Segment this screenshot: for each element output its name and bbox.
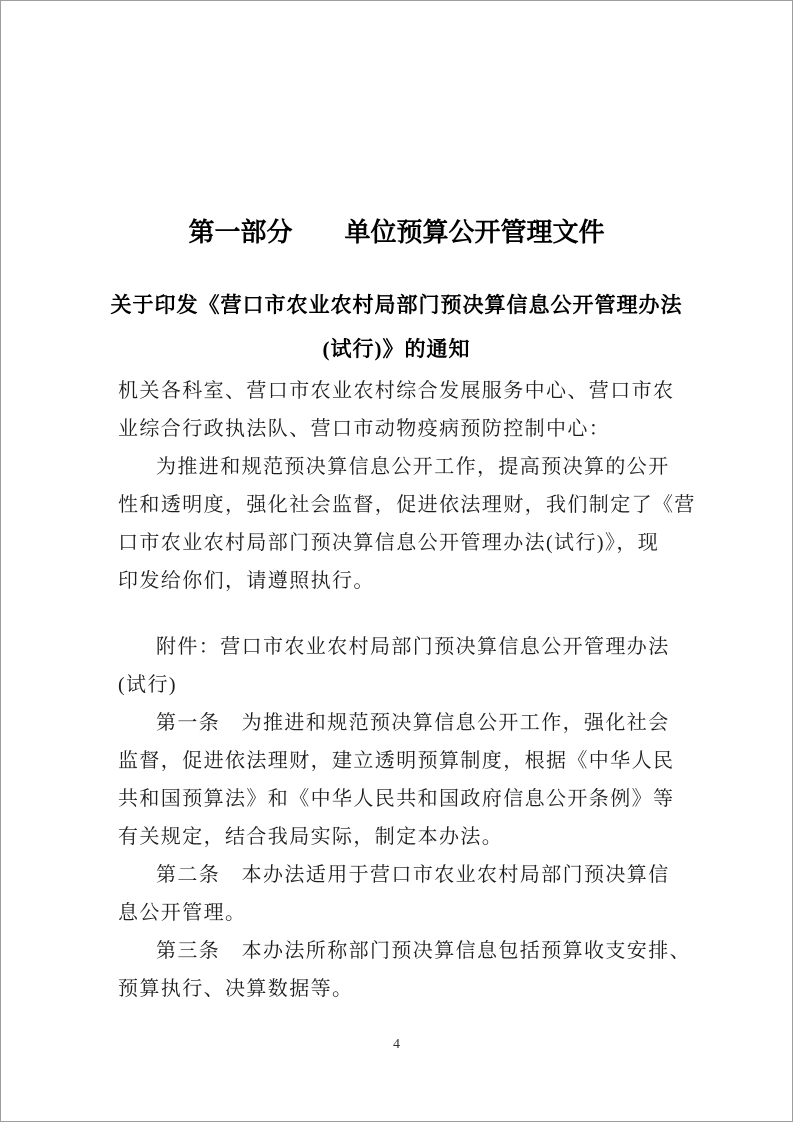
notice-title: [41, 283, 752, 371]
text-line: 附件：营口市农业农村局部门预决算信息公开管理办法: [156, 636, 670, 658]
text-line: 印发给你们，请遵照执行。: [118, 570, 375, 592]
text-line: 有关规定，结合我局实际，制定本办法。: [118, 826, 504, 848]
text-line: 为推进和规范预决算信息公开工作，提高预决算的公开: [156, 456, 670, 478]
text-line: 口市农业农村局部门预决算信息公开管理办法(试行)》，现: [118, 532, 660, 554]
text-line: 息公开管理。: [118, 902, 247, 924]
text-line: 第三条 本办法所称部门预决算信息包括预算收支安排、: [156, 940, 691, 962]
text-line: 第一条 为推进和规范预决算信息公开工作，强化社会: [156, 712, 670, 734]
text-line: 监督，促进依法理财，建立透明预算制度，根据《中华人民: [118, 750, 675, 772]
text-line: 机关各科室、营口市农业农村综合发展服务中心、营口市农: [118, 380, 675, 402]
notice-title-line-2: (试行)》的通知: [322, 337, 471, 361]
text-line: 业综合行政执法队、营口市动物疫病预防控制中心：: [118, 418, 611, 440]
section-title: 第一部分 单位预算公开管理文件: [188, 217, 605, 247]
text-line: 第二条 本办法适用于营口市农业农村局部门预决算信: [156, 864, 670, 886]
text-line: 共和国预算法》和《中华人民共和国政府信息公开条例》等: [118, 788, 675, 810]
page-number: 4: [393, 1037, 400, 1052]
text-line: 预算执行、决算数据等。: [118, 978, 354, 1000]
body-text: [118, 372, 696, 1008]
notice-title-line-1: 关于印发《营口市农业农村局部门预决算信息公开管理办法: [110, 293, 683, 317]
text-line: 性和透明度，强化社会监督，促进依法理财，我们制定了《营: [118, 494, 696, 516]
text-line: (试行): [118, 674, 177, 696]
